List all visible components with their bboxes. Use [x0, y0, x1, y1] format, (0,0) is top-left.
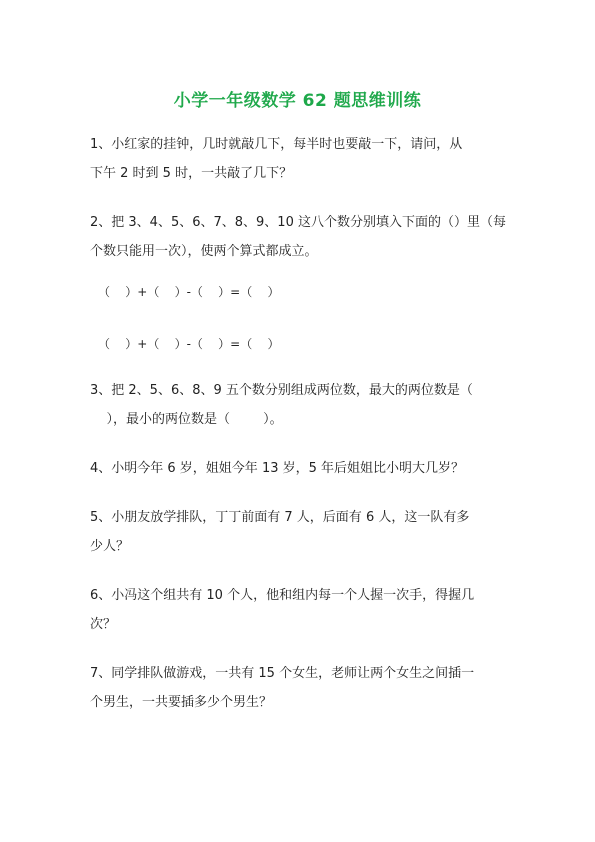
question-1-line-1: 1、小红家的挂钟，几时就敲几下，每半时也要敲一下，请问，从	[90, 137, 463, 152]
question-4-line-1: 4、小明今年 6 岁，姐姐今年 13 岁，5 年后姐姐比小明大几岁？	[90, 461, 465, 476]
question-1	[90, 130, 510, 188]
question-7	[90, 659, 510, 717]
question-3-line-2: ），最小的两位数是（ ）。	[90, 412, 283, 427]
question-4	[90, 454, 510, 483]
question-6-line-1: 6、小冯这个组共有 10 个人，他和组内每一个人握一次手，得握几	[90, 588, 475, 603]
question-7-line-2: 个男生，一共要插多少个男生？	[90, 695, 273, 710]
question-2-line-2: 个数只能用一次），使两个算式都成立。	[90, 244, 318, 259]
question-2	[90, 208, 510, 266]
question-list	[90, 130, 510, 737]
question-6-line-2: 次？	[90, 617, 117, 632]
question-5-line-2: 少人？	[90, 539, 130, 554]
question-1-line-2: 下午 2 时到 5 时，一共敲了几下？	[90, 166, 293, 181]
question-2-line-1: 2、把 3、4、5、6、7、8、9、10 这八个数分别填入下面的（）里（每	[90, 215, 506, 230]
question-6	[90, 581, 510, 639]
document-title: 小学一年级数学 62 题思维训练	[173, 91, 422, 111]
question-3-line-1: 3、把 2、5、6、8、9 五个数分别组成两位数，最大的两位数是（	[90, 383, 473, 398]
question-5-line-1: 5、小朋友放学排队，丁丁前面有 7 人，后面有 6 人，这一队有多	[90, 510, 470, 525]
question-3	[90, 376, 510, 434]
question-5	[90, 503, 510, 561]
equation-2: （ ）+（ ）-（ ）=（ ）	[98, 337, 280, 351]
equation-1: （ ）+（ ）-（ ）=（ ）	[98, 285, 280, 299]
question-7-line-1: 7、同学排队做游戏，一共有 15 个女生，老师让两个女生之间插一	[90, 666, 475, 681]
